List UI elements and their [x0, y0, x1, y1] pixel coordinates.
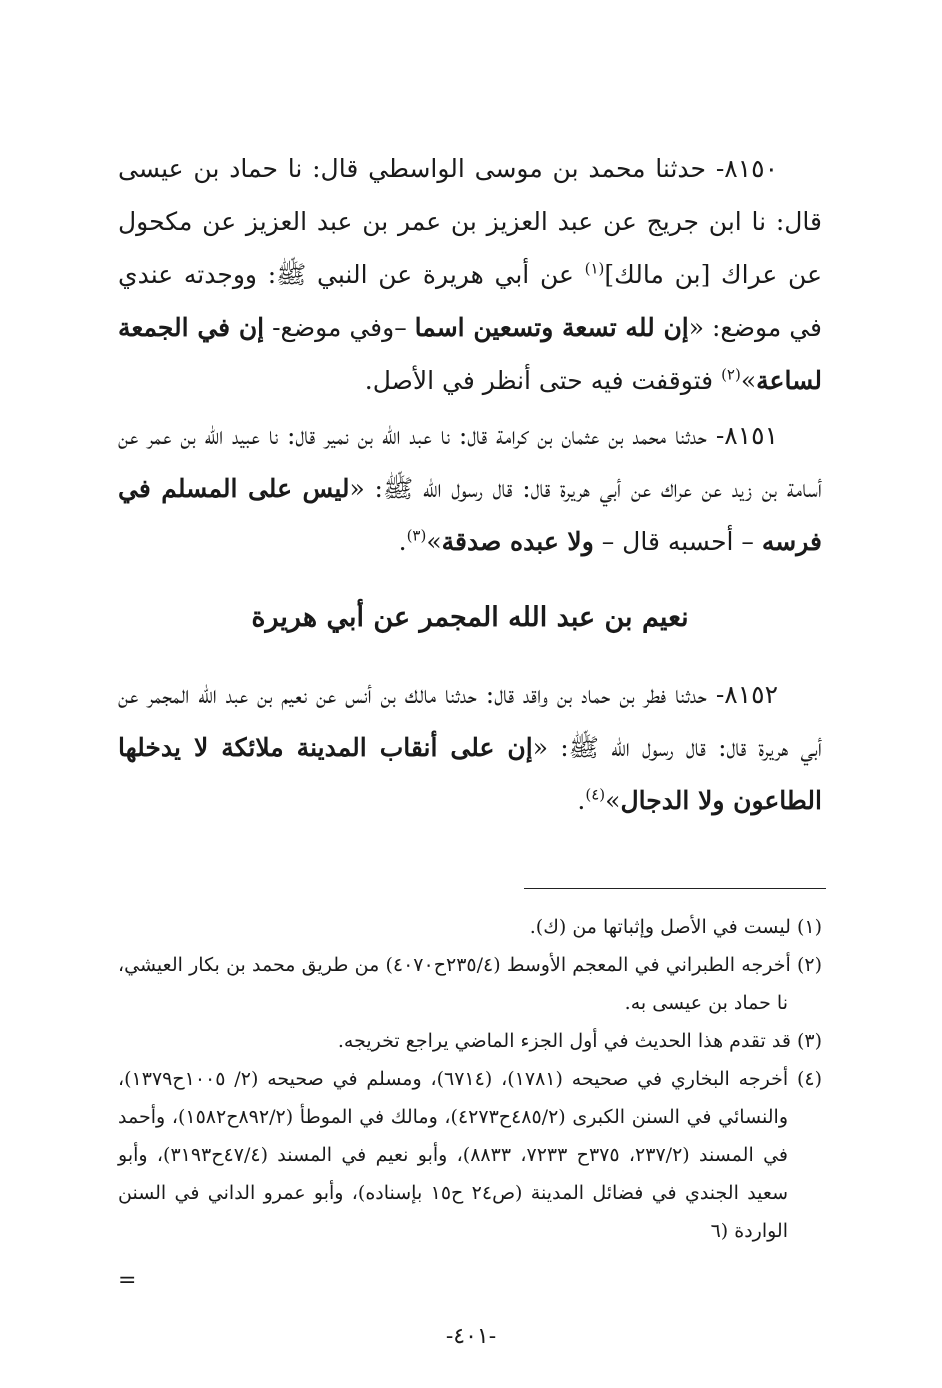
page-number: -٤٠١-: [445, 1324, 497, 1349]
hadith-matn: إن لله تسعة وتسعين اسما: [414, 313, 689, 342]
main-text: [118, 142, 822, 827]
hadith-8150: [118, 142, 822, 407]
footnote-ref-3[interactable]: (٣): [406, 526, 427, 545]
hadith-text: عن أبي هريرة عن النبي ﷺ: ووجدته عندي في موضع: «: [118, 260, 822, 342]
hadith-text: ٨١٥١- حدثنا محمد بن عثمان بن كرامة قال: نا عبد الله بن نمير قال: نا عبيد الله بن عمر عن أسامة بن زيد عن عراك عن أبي هريرة قال: قال رسول الله ﷺ: «: [118, 421, 822, 503]
hadith-text: – أحسبه قال –: [593, 527, 762, 556]
hadith-text: .: [577, 786, 586, 815]
section-heading: نعيم بن عبد الله المجمر عن أبي هريرة: [251, 602, 689, 633]
footnote-ref-4[interactable]: (٤): [585, 785, 606, 804]
footnote-divider: [524, 888, 826, 889]
hadith-8151: [118, 409, 822, 568]
footnote-ref-2[interactable]: (٢): [721, 365, 741, 384]
footnote-ref-1[interactable]: (١): [584, 259, 605, 278]
hadith-matn: إن على أنقاب المدينة ملائكة لا يدخلها الطاعون ولا الدجال: [118, 733, 822, 815]
footnote-2: (٢) أخرجه الطبراني في المعجم الأوسط (٢٣٥/٤ح٤٠٧٠) من طريق محمد بن بكار العيشي، نا حماد بن عيسى به.: [118, 954, 822, 1014]
footnote-3: (٣) قد تقدم هذا الحديث في أول الجزء الماضي يراجع تخريجه.: [337, 1030, 822, 1052]
hadith-text: –وفي موضع-: [264, 313, 415, 342]
hadith-text: »: [740, 366, 757, 395]
footnotes: [118, 908, 822, 1250]
hadith-text: .: [398, 527, 407, 556]
hadith-text: ٨١٥٠- حدثنا محمد بن موسى الواسطي قال: نا حماد بن عيسى قال: نا ابن جريج عن عبد العزيز بن عمر بن عبد العزيز عن مكحول عن عراك [بن مالك]: [118, 154, 822, 289]
hadith-8152: [118, 668, 822, 827]
hadith-matn: ولا عبده صدقة: [441, 527, 594, 556]
hadith-text: ٨١٥٢- حدثنا فطر بن حماد بن واقد قال: حدثنا مالك بن أنس عن نعيم بن عبد الله المجمر عن أبي هريرة قال: قال رسول الله ﷺ: «: [118, 680, 822, 762]
footnote-4: (٤) أخرجه البخاري في صحيحه (١٧٨١)، (٦٧١٤)، ومسلم في صحيحه (٢/ ١٠٠٥ح١٣٧٩)، والنسائي في السنن الكبرى (٤٨٥/٢ح٤٢٧٣)، ومالك في الموطأ (٨٩٢/٢ح١٥٨٢)، وأحمد في المسند (٢٣٧/٢، ٣٧٥ح ٧٢٣٣، ٨٨٣٣)، وأبو نعيم في المسند (٤٧/٤ح٣١٩٣)، وأبو سعيد الجندي في فضائل المدينة (ص٢٤ ح١٥ بإسناده)، وأبو عمرو الداني في السنن الواردة (٦: [118, 1068, 823, 1242]
hadith-text: »: [605, 786, 621, 815]
footnote-1: (١) ليست في الأصل وإثباتها من (ك).: [529, 916, 822, 938]
hadith-matn: إن في الجمعة لساعة: [118, 313, 822, 395]
hadith-text: »: [426, 527, 442, 556]
hadith-text: فتوقفت فيه حتى أنظر في الأصل.: [364, 366, 722, 395]
hadith-matn: ليس على المسلم في فرسه: [118, 474, 822, 556]
continuation-mark: =: [118, 1268, 137, 1293]
